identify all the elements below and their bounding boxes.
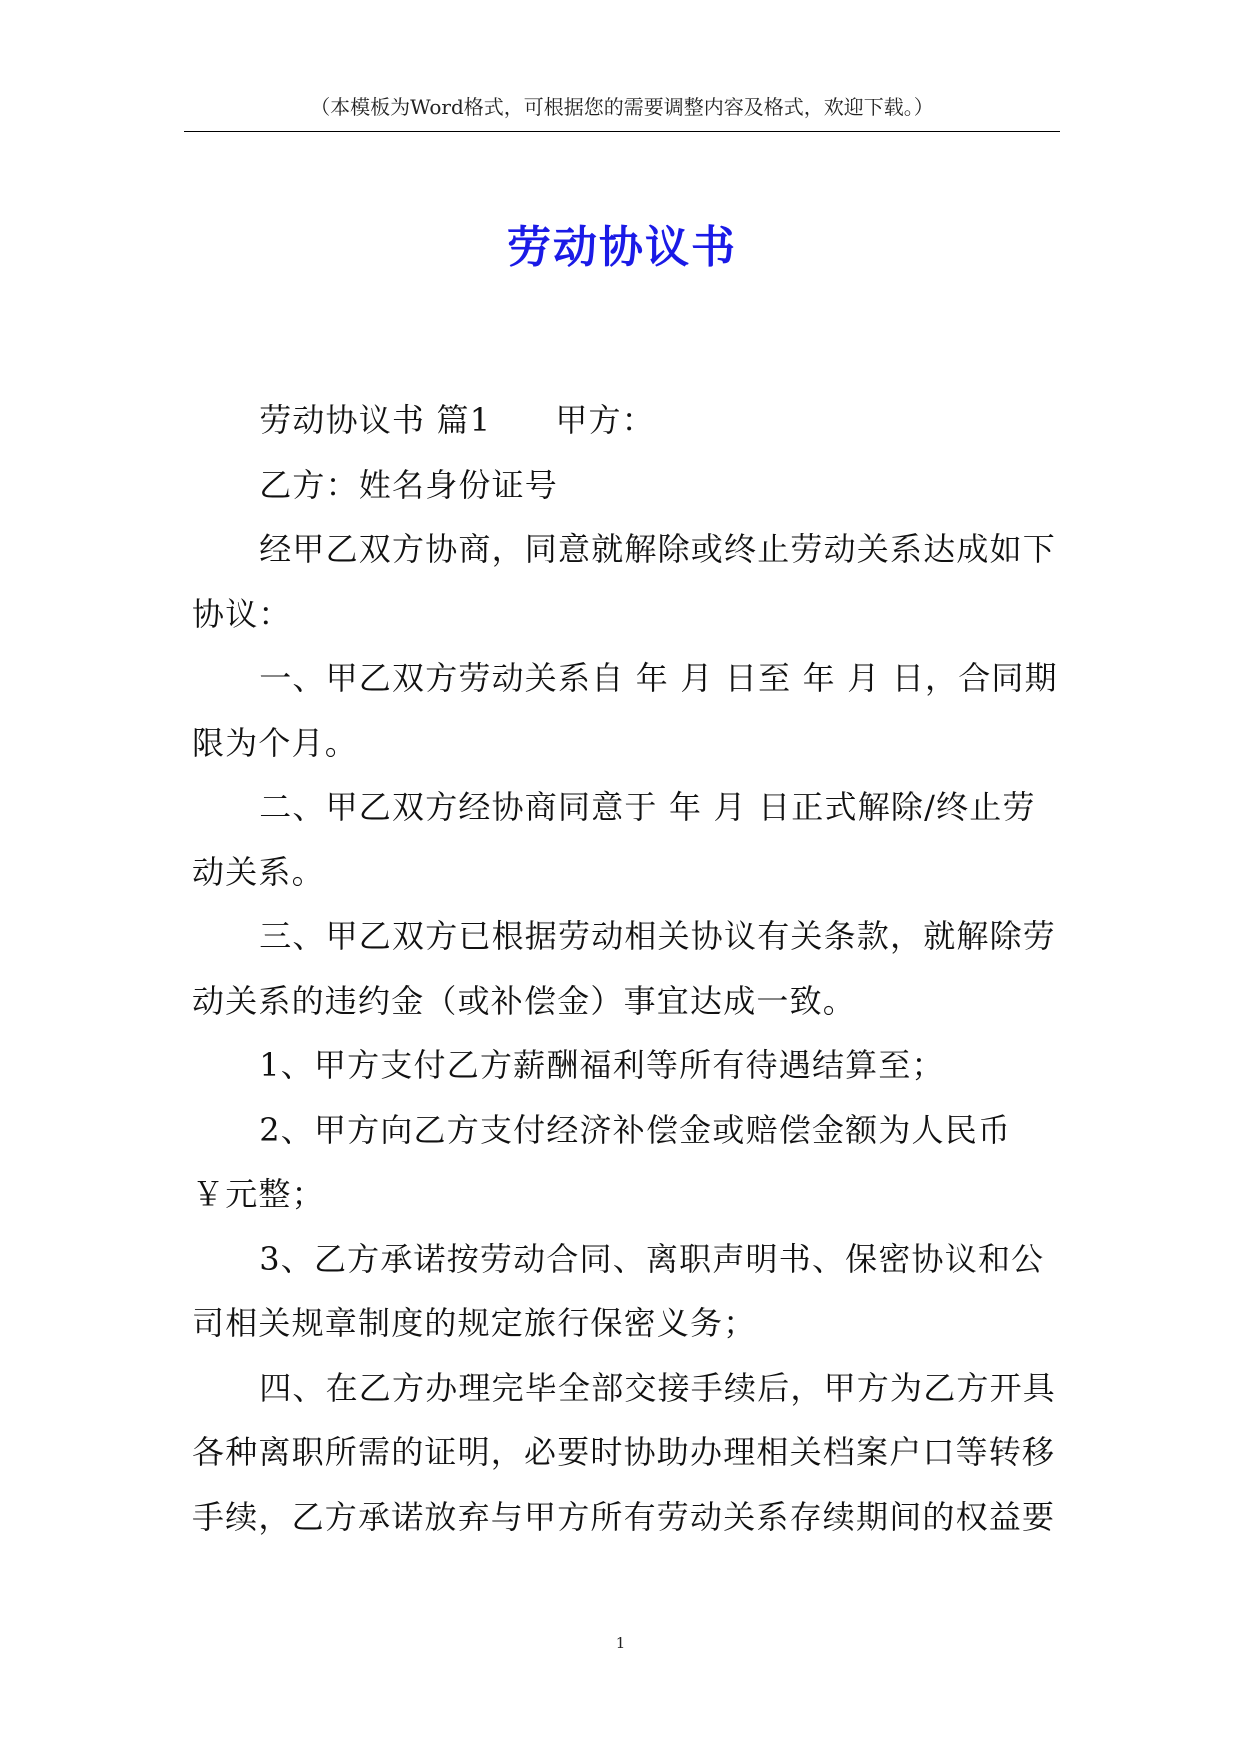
section-heading: 劳动协议书 篇1 [259,401,492,439]
header-divider [184,131,1060,132]
party-a-label: 甲方： [555,401,655,439]
clause-2: 二、甲乙双方经协商同意于 年 月 日正式解除/终止劳动关系。 [192,788,1036,891]
document-body [192,388,1060,1549]
intro-line [192,388,1060,453]
agreement-preamble: 经甲乙双方协商，同意就解除或终止劳动关系达成如下协议： [192,530,1056,633]
clause-3-item-3: 3、乙方承诺按劳动合同、离职声明书、保密协议和公司相关规章制度的规定旅行保密义务； [192,1239,1045,1342]
document-title: 劳动协议书 [507,222,737,273]
clause-3-item-1: 1、甲方支付乙方薪酬福利等所有待遇结算至； [259,1046,945,1084]
template-note: （本模板为Word格式，可根据您的需要调整内容及格式，欢迎下载。） [310,95,934,119]
clause-3-item-2: 2、甲方向乙方支付经济补偿金或赔偿金额为人民币￥元整； [192,1110,1012,1213]
page-number: 1 [615,1634,626,1652]
clause-3: 三、甲乙双方已根据劳动相关协议有关条款，就解除劳动关系的违约金（或补偿金）事宜达成一致。 [192,917,1056,1020]
clause-1: 一、甲乙双方劳动关系自 年 月 日至 年 月 日，合同期限为个月。 [192,659,1058,762]
party-b-line: 乙方：姓名身份证号 [259,465,558,504]
clause-4: 四、在乙方办理完毕全部交接手续后，甲方为乙方开具各种离职所需的证明，必要时协助办理相关档案户口等转移手续，乙方承诺放弃与甲方所有劳动关系存续期间的权益要 [192,1368,1056,1536]
